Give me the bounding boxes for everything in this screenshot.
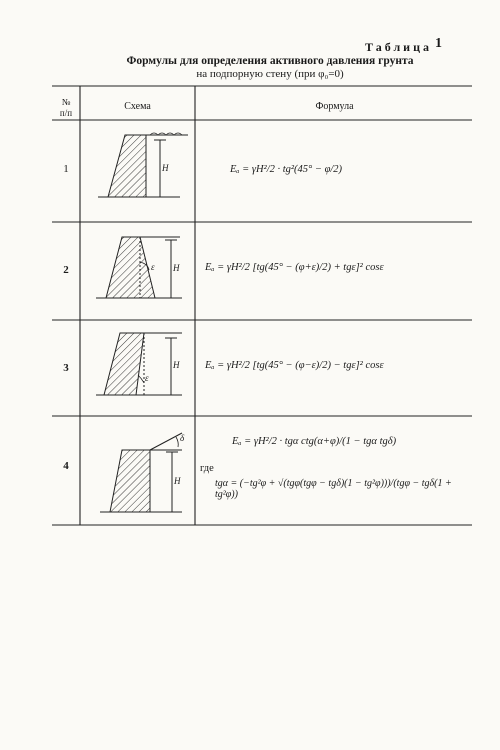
row-2-formula: Eₐ = γH²/2 [tg(45° − (φ+ε)/2) + tgε]² cosε (205, 262, 384, 273)
row-1-num: 1 (63, 163, 69, 175)
header-num (54, 97, 78, 119)
scheme-2 (96, 237, 182, 298)
row-3-num: 3 (63, 362, 69, 374)
scheme-2-epsilon-label: ε (151, 262, 155, 272)
table-number: 1 (435, 36, 442, 51)
scheme-4 (100, 433, 185, 512)
scheme-2-height-label: H (173, 263, 180, 273)
header-scheme: Схема (124, 101, 151, 112)
header-num-label: № п/п (59, 97, 73, 118)
table-label: Таблица (365, 40, 432, 54)
row-4-formula-2: tgα = (−tg²φ + √(tgφ(tgφ − tgδ)(1 − tg²φ)))/(tgφ − tgδ(1 + tg²φ)) (215, 478, 452, 500)
scheme-1 (98, 133, 188, 197)
scheme-3-height-label: H (173, 360, 180, 370)
scheme-3 (96, 333, 182, 395)
row-4-num: 4 (63, 460, 69, 472)
row-4-where: где (200, 463, 214, 474)
row-4-formula: Eₐ = γH²/2 · tgα ctg(α+φ)/(1 − tgα tgδ) (232, 436, 397, 447)
row-2-num: 2 (63, 264, 69, 276)
scheme-1-height-label: H (162, 163, 169, 173)
row-1-formula: Eₐ = γH²/2 · tg²(45° − φ/2) (230, 164, 343, 175)
scheme-3-epsilon-label: ε (145, 373, 149, 383)
page-subtitle: на подпорную стену (при φ₀=0) (196, 68, 344, 80)
header-formula: Формула (315, 101, 354, 112)
page-title: Формулы для определения активного давления грунта (126, 55, 414, 67)
row-3-formula: Eₐ = γH²/2 [tg(45° − (φ−ε)/2) − tgε]² cosε (205, 360, 384, 371)
scheme-4-height-label: H (174, 476, 181, 486)
scheme-4-delta-label: δ (180, 433, 185, 443)
